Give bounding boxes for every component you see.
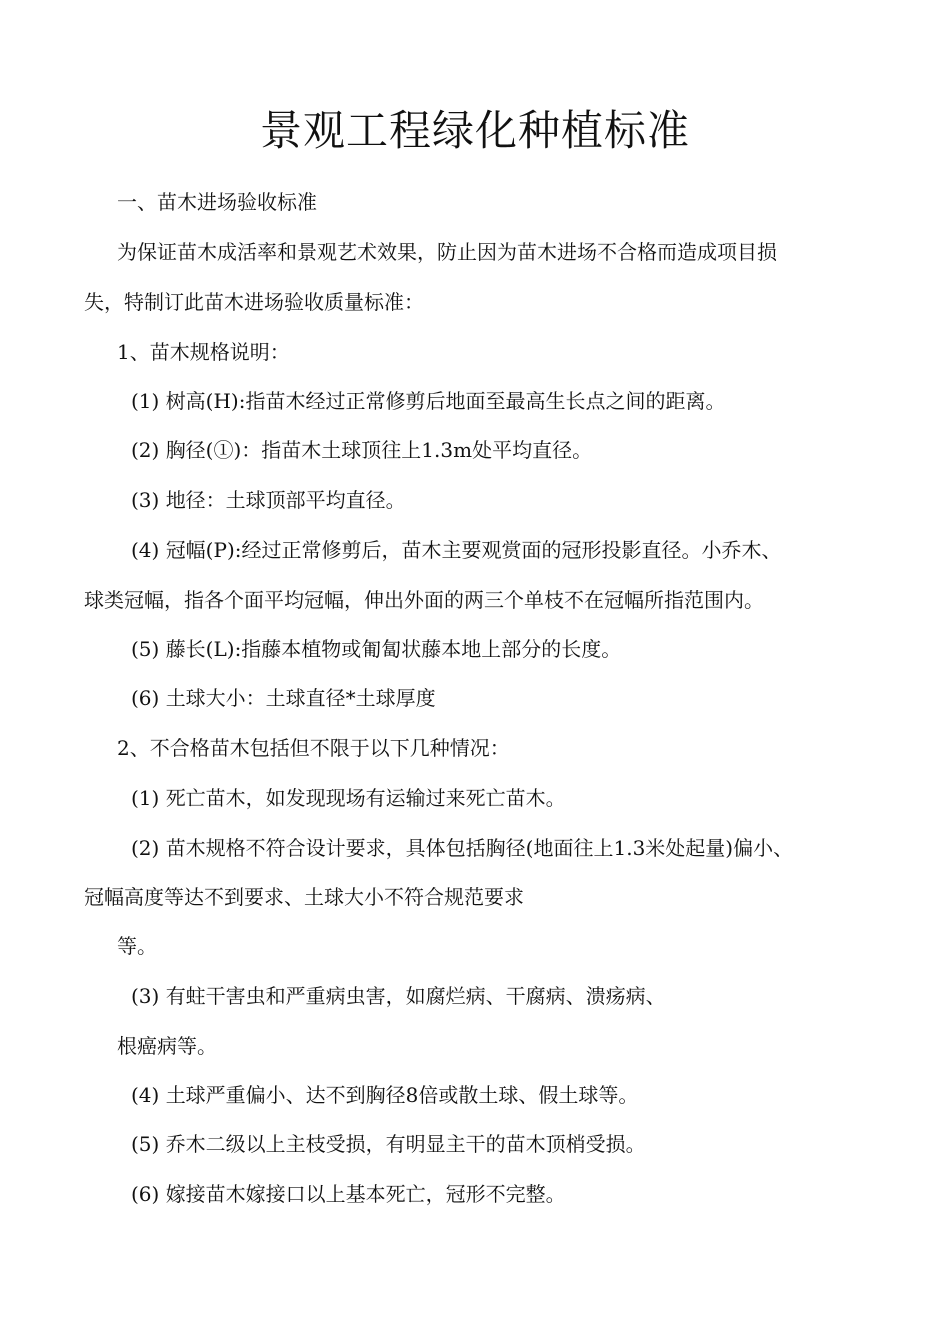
- paragraph-line: 为保证苗木成活率和景观艺术效果，防止因为苗木进场不合格而造成项目损: [117, 240, 777, 264]
- list-item: (2) 胸径(①)：指苗木土球顶往上1.3m处平均直径。: [131, 438, 593, 462]
- list-item-continuation: 根癌病等。: [117, 1034, 217, 1058]
- list-item-continuation: 球类冠幅，指各个面平均冠幅，伸出外面的两三个单枝不在冠幅所指范围内。: [84, 588, 764, 612]
- list-item: (1) 死亡苗木，如发现现场有运输过来死亡苗木。: [131, 786, 566, 810]
- paragraph-line: 失，特制订此苗木进场验收质量标准：: [84, 290, 424, 314]
- list-item: (4) 土球严重偏小、达不到胸径8倍或散土球、假土球等。: [131, 1083, 639, 1107]
- list-item: (2) 苗木规格不符合设计要求，具体包括胸径(地面往上1.3米处起量)偏小、: [131, 836, 794, 860]
- list-item: (5) 藤长(L):指藤本植物或匍匐状藤本地上部分的长度。: [131, 637, 622, 661]
- subsection-heading-2: 2、不合格苗木包括但不限于以下几种情况：: [117, 736, 510, 760]
- list-item: (6) 嫁接苗木嫁接口以上基本死亡，冠形不完整。: [131, 1182, 566, 1206]
- list-item: (6) 土球大小：土球直径*土球厚度: [131, 686, 436, 710]
- section-heading-1: 一、苗木进场验收标准: [117, 190, 317, 214]
- subsection-heading-1: 1、苗木规格说明：: [117, 340, 290, 364]
- list-item: (5) 乔木二级以上主枝受损，有明显主干的苗木顶梢受损。: [131, 1132, 646, 1156]
- list-item: (4) 冠幅(P):经过正常修剪后，苗木主要观赏面的冠形投影直径。小乔木、: [131, 538, 782, 562]
- document-title: 景观工程绿化种植标准: [259, 106, 690, 155]
- list-item-continuation: 等。: [117, 934, 157, 958]
- list-item-continuation: 冠幅高度等达不到要求、土球大小不符合规范要求: [84, 885, 524, 909]
- list-item: (3) 地径：土球顶部平均直径。: [131, 488, 406, 512]
- list-item: (1) 树高(H):指苗木经过正常修剪后地面至最高生长点之间的距离。: [131, 389, 726, 413]
- list-item: (3) 有蛀干害虫和严重病虫害，如腐烂病、干腐病、溃疡病、: [131, 984, 666, 1008]
